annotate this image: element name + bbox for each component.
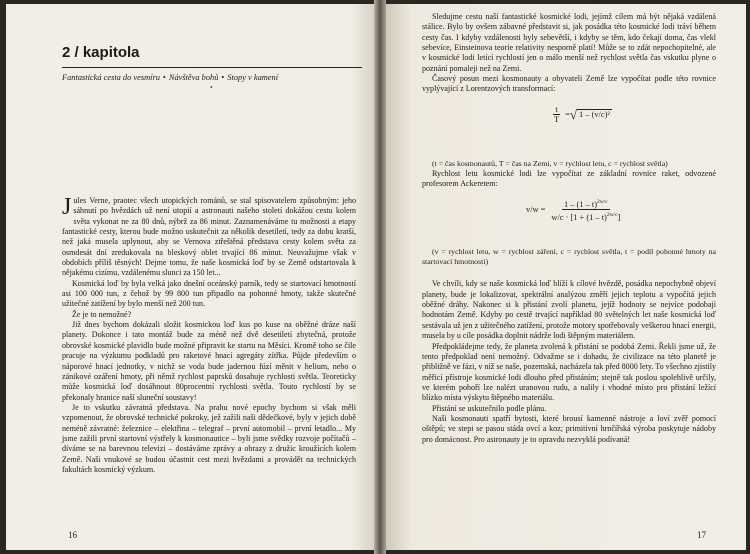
ornament-dot: • — [210, 83, 213, 92]
formula-1-root — [569, 106, 612, 122]
formula-2-legend: (v = rychlost letu, w = rychlost záření, c = rychlost světla, t = podíl pohonné hmoty na startovací hmotnosti) — [422, 247, 716, 267]
formula-1-legend: (t = čas kosmonautů, T = čas na Zemi, v = rychlost letu, c = rychlost světla) — [432, 158, 668, 168]
formula-2-numerator-text: 1 – (1 – t) — [563, 199, 598, 209]
right-paragraph-6: Přistání se uskutečnilo podle plánu. — [432, 403, 547, 413]
paragraph-1 — [62, 196, 356, 279]
paragraph-2: Kosmická loď by byla velká jako dnešní oceánský parník, tedy se startovací hmotností asi 100 000 tun, z čehož by 99 800 tun připadlo na pohonné hmoty, takže skutečné užitečné zatížení by bylo menší než 200 tun. — [62, 278, 356, 309]
right-body-text — [422, 12, 716, 445]
formula-2-denominator-end: ] — [617, 212, 621, 222]
left-page — [6, 4, 374, 550]
sqrt-icon: √ — [569, 106, 577, 122]
right-paragraph-2: Časový posun mezi kosmonauty a obyvateli Země lze vypočítat podle této rovnice vyplývající z Lorentzových transformací: — [422, 74, 716, 94]
formula-2-numerator-exponent: 2w/c — [597, 199, 608, 206]
subtitle-part-2: Návštěva bohů — [168, 73, 219, 82]
subtitle-part-1: Fantastická cesta do vesmíru — [62, 73, 160, 82]
drop-cap: J — [62, 194, 72, 220]
formula-2-denominator-exponent: 2w/c — [606, 211, 618, 218]
page-number-right: 17 — [697, 530, 706, 540]
formula-1-fraction — [552, 105, 561, 125]
subtitle-separator-2: • — [221, 73, 225, 82]
paragraph-4: Již dnes bychom dokázali složit kosmickou loď kus po kuse na oběžné dráze naší planety. Dokonce i tato montáž bude za méně než dvě desetiletí zbytečná, protože obrovské kosmické plavidlo bude možné připravit ke startu na Měsíci. Kromě toho se čile pracuje na výzkumu podkladů pro raketové hnací agregáty zítřka. Půjde především o náporové hnací jednotky, v nichž se voda bude jadernou fúzí měnit v helium, nebo o zánikové ozáření hmoty, při němž rychlost paprsků dosahuje rychlosti světla. Teoreticky může kosmická loď dosáhnout 80procentní rychlosti světla. Touto rychlostí by se překonaly hranice naší sluneční soustavy! — [62, 320, 356, 402]
left-body-text — [62, 196, 356, 475]
title-rule — [62, 67, 362, 68]
paragraph-1-text: ules Verne, praotec všech utopických románů, se stal spisovatelem způsobným: jeho sáhnutí po hvězdách už není utopií a astronauti našeho století dokážou cestu kolem světa vykonat ne za 80 dnů, nýbrž za 86 minut. Zaznamenáváme tu možnosti a etapy fantastické cesty, kterou bude možno uskutečnit za několik desetiletí, tedy za dobu kratší, než jaká musela uplynout, aby se Vernova ztřeštěná představa cesty kolem světa za osmdesát dní zredukovala na bleskový oblet trvající 86 minut. Neuvažujme však v obdobích příliš těsných! Dejme tomu, že naše kosmická loď by se Země odstartovala k nějakému cizímu, vzdálenému slunci za 150 let... — [62, 196, 356, 278]
formula-2-denominator-text: w/c · [1 + (1 – t) — [551, 212, 607, 222]
right-paragraph-4: Ve chvíli, kdy se naše kosmická loď blíží k cílové hvězdě, posádka nepochybně objeví planety, bude je lokalizovat, spektrální analýzou změří jejich teplotu a vypočítá jejich oběžné dráhy. Nakonec si k přistání zvolí planetu, jejíž hodnoty se nejvíce podobají hodnotám Země. Kdyby po cestě trvající například 80 světelných let naše kosmická loď sestávala už jen z užitečného zatížení, protože motory spotřebovaly veškerou hnací energii, musela by u cíle posádka doplnit nádrže lodi štěpným materiálem. — [422, 279, 716, 341]
right-paragraph-7: Naši kosmonauti spatří bytosti, které brousí kamenné nástroje a loví zvěř pomocí oštěpů; ve stepi se pasou stáda ovcí a koz; primitivní hrnčířská výroba poskytuje nádoby pro domácnost. Pro astronauty je to opravdu nezvyklá podívaná! — [422, 413, 716, 444]
chapter-subtitle — [62, 73, 356, 82]
formula-2-numerator — [562, 198, 610, 210]
paragraph-5: Je to vskutku závratná představa. Na prahu nové epochy bychom si však měli vzpomenout, že obrovské technické pokroky, jež zažili naši dědečkové, byly v jejich době neméně závratné: železnice – elektřina – telegraf – první automobil – první letadlo... My jsme zažili první startovní výstřely k kosmonautice – byli jsme svědky rozvoje počítačů – díváme se na barevnou televizi – dostáváme zprávy a obrazy z družic kroužících kolem Země. Naši vnukové se budou účastnit cest mezi hvězdami a provádět na technických fakultách kosmický výzkum. — [62, 402, 356, 474]
chapter-title: 2 / kapitola — [62, 44, 140, 61]
lorentz-formula — [422, 101, 716, 129]
subtitle-separator-1: • — [162, 73, 166, 82]
formula-1-numerator: t — [555, 104, 558, 114]
right-paragraph-3: Rychlost letu kosmické lodi lze vypočítat ze základní rovnice raket, odvozené profesorem Ackeretem: — [422, 168, 716, 189]
page-number-left: 16 — [68, 530, 77, 540]
right-paragraph-1: Sledujme cestu naší fantastické kosmické lodi, jejímž cílem má být nějaká vzdálená stálice. Bylo by ovšem zábavné představit si, jak posádka této kosmické lodi tráví během cesty čas. I kdyby vzdálenosti byly sebevětší, i kdyby se těm, kdo čekají doma, čas vlekl sebevíce, Einsteinova teorie relativity nesporně platí! Může se to zdát nepochopitelné, ale v kosmické lodi letící rychlostí jen o málo menší než rychlost světla čas vskutku plyne o poznání pomaleji než na Zemi. — [422, 12, 716, 73]
formula-1-denominator: T — [554, 114, 560, 124]
subtitle-part-3: Stopy v kamení — [227, 73, 279, 82]
right-page — [386, 4, 746, 550]
right-paragraph-5: Předpokládejme tedy, že planeta zvolená k přistání se podobá Zemi. Řekli jsme už, že tento předpoklad není nemožný. Odvažme se i dohadu, že civilizace na této planetě je přibližně ve fázi, v níž se naše, pozemská, nacházela tak před 8000 lety. To všechno zjistily měřicí přístroje kosmické lodi dlouho před přistáním; stejně tak poslou spolehlivě určily, ve kterém pohoří lze nalézt uranovou rudu, a nalily i vhodné místo pro přistání ležící blízko místa výskytu štěpného materiálu. — [422, 341, 716, 403]
paragraph-3: Že je to nemožné? — [72, 309, 132, 319]
formula-1-radicand: 1 – (v/c)² — [579, 110, 610, 120]
formula-2-fraction — [549, 198, 622, 223]
book-gutter — [374, 0, 386, 554]
ackeret-formula — [422, 195, 716, 225]
formula-1-equals: = — [565, 109, 570, 119]
formula-2-denominator — [549, 210, 622, 223]
formula-2-lhs: v/w = — [526, 205, 546, 215]
